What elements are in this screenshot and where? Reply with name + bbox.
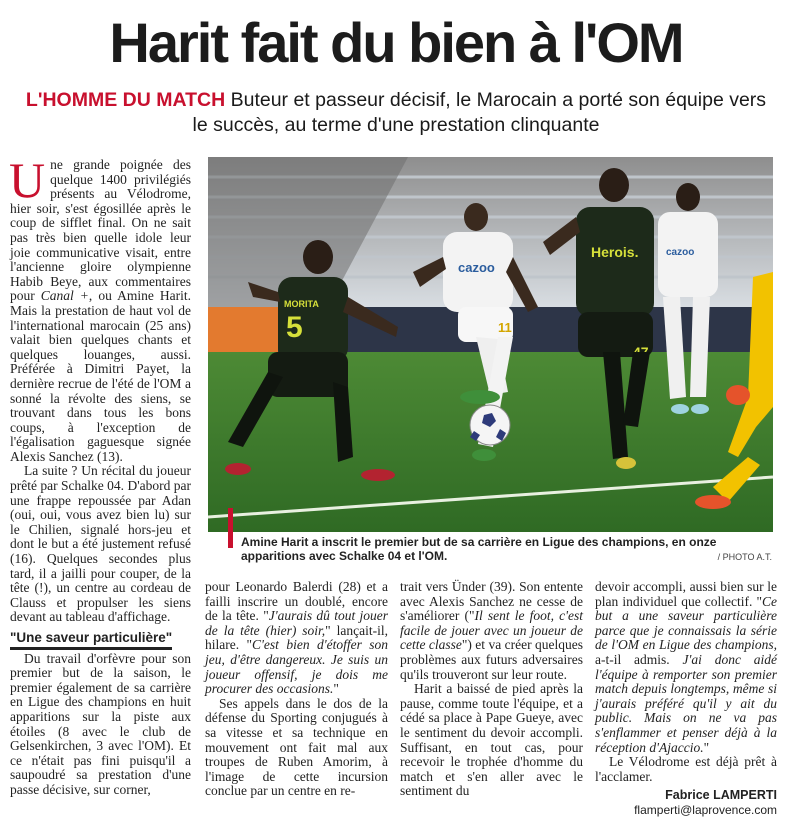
col2-text-b: " lançait-il, hilare. " bbox=[205, 622, 388, 653]
photo-caption: Amine Harit a inscrit le premier but de sa carrière en Ligue des champions, en onze apparitions avec Schalke 04 et l'OM. bbox=[241, 535, 717, 563]
col4-text-b: a-t-il admis. bbox=[595, 651, 683, 667]
article-column-3 bbox=[400, 580, 583, 799]
col1-text: ne grande poignée des quelque 1400 privilégiés présents au Vélodrome, hier soir, s'est égosillée après le coup de sifflet final. On ne sait pas très bien quelle idole leur joie communicative visait, entre l'ancienne gloire olympienne Habib Beye, aux commentaires pour bbox=[10, 157, 191, 304]
col4-quote-2: J'ai donc aidé l'équipe à remporter son premier match depuis longtemps, même si j'aurais préféré qu'il y ait du public. Mais on ne va pas s'enflammer et penser déjà à la réception d'Ajaccio. bbox=[595, 651, 777, 755]
col4-quote-1: Ce but a une saveur particulière parce que je connaissais la série de l'OM en Ligue des champions, bbox=[595, 593, 777, 653]
col3-text-b: ") et va créer quelques problèmes aux futurs adversaires qu'ils trouveront sur leur route. bbox=[400, 637, 583, 682]
photo-credit: / PHOTO A.T. bbox=[717, 552, 772, 562]
headline-name: Harit bbox=[109, 11, 228, 74]
article-column-2 bbox=[205, 580, 388, 799]
col2-quote-1: J'aurais dû tout jouer de la tête (hier) soir, bbox=[205, 608, 388, 638]
svg-text:MORITA: MORITA bbox=[284, 299, 319, 309]
col2-text-a: pour Leonardo Balerdi (28) et a failli inscrire un doublé, encore de la tête. " bbox=[205, 579, 388, 624]
col2-quote-2: C'est bien d'étoffer son jeu, d'être dangereux. Je suis un joueur offensif, je dois me procurer des occasions. bbox=[205, 637, 388, 697]
svg-text:cazoo: cazoo bbox=[458, 260, 495, 275]
match-photo-art bbox=[208, 157, 773, 532]
col2-paragraph-2: Ses appels dans le dos de la défense du Sporting conjugués à sa vitesse et sa technique en mouvement ont fait mal aux troupes de Ruben Amorim, à l'image de cette incursion conclue par un centre en re- bbox=[205, 695, 388, 799]
col2-text-c: " bbox=[333, 681, 339, 697]
caption-bar bbox=[228, 508, 233, 548]
headline-rest: fait du bien à l'OM bbox=[227, 11, 683, 74]
col1-paragraph-3: Du travail d'orfèvre pour son premier but de la saison, le premier également de sa carrière en Ligue des champions en huit apparitions sur la piste aux étoiles (8 avec le club de Gelsenkirchen, 3 avec l'OM). Et ce n'était pas fini puisqu'il a saupoudré sa prestation d'une passe décisive, sur corner, bbox=[10, 650, 191, 797]
kicker: L'HOMME DU MATCH bbox=[25, 89, 226, 111]
article-column-1 bbox=[9, 152, 191, 798]
svg-text:Herois.: Herois. bbox=[591, 244, 639, 260]
standfirst-text: Buteur et passeur décisif, le Marocain a porté son équipe vers le succès, au terme d'une prestation clinquante bbox=[192, 89, 767, 136]
drop-cap: U bbox=[9, 152, 46, 208]
col3-quote-1: Il sent le foot, c'est facile de jouer avec un joueur de cette classe bbox=[400, 608, 583, 653]
col3-text-a: trait vers Ünder (39). Son entente avec Alexis Sanchez ne cesse de s'améliorer (" bbox=[400, 579, 583, 624]
col4-text-c: " bbox=[703, 739, 710, 755]
author-signature: Fabrice LAMPERTI bbox=[665, 788, 777, 803]
col1-text-b: , ou Amine Harit. Mais la prestation de haut vol de l'international marocain (25 ans) valait bien quelques chants et quelques louanges, aussi. Préférée à Dimitri Payet, la dernière recrue de l'été de l'OM a sonné la révolte des siens, se trouvant dans tous les bons coups, à l'exception de l'égalisation gaguesque signée Alexis Sanchez (13). bbox=[10, 288, 191, 464]
headline bbox=[0, 10, 792, 76]
subheading: "Une saveur particulière" bbox=[10, 631, 172, 650]
author-email[interactable]: flamperti@laprovence.com bbox=[634, 802, 777, 817]
article-column-4 bbox=[595, 580, 777, 818]
col4-text-a: devoir accompli, aussi bien sur le plan individuel que collectif. " bbox=[595, 579, 777, 609]
match-photo bbox=[208, 157, 773, 532]
svg-text:11: 11 bbox=[498, 320, 512, 335]
svg-text:cazoo: cazoo bbox=[666, 247, 695, 258]
col4-paragraph-2: Le Vélodrome est déjà prêt à l'acclamer. bbox=[595, 754, 777, 784]
col1-paragraph-2: La suite ? Un récital du joueur prêté par Schalke 04. D'abord par une frappe repoussée par Adan (oui, oui, vous avez bien lu) sur le Chilien, signalé hors-jeu et dont le but a été justement refusé (16). Quelques secondes plus tard, il a jailli pour couper, de la tête (!), un centre au cordeau de Clauss et propulser les siens devant au tableau d'affichage. bbox=[10, 463, 191, 625]
svg-text:5: 5 bbox=[286, 311, 303, 344]
col1-italic: Canal + bbox=[40, 288, 89, 304]
standfirst bbox=[20, 88, 772, 138]
col3-paragraph-2: Harit a baissé de pied après la pause, comme toute l'équipe, et a cédé sa place à Pape Gueye, avec le sentiment du devoir accompli. Suffisant, en tout cas, pour recevoir le trophée d'homme du match et s'en aller avec le sentiment du bbox=[400, 681, 583, 799]
